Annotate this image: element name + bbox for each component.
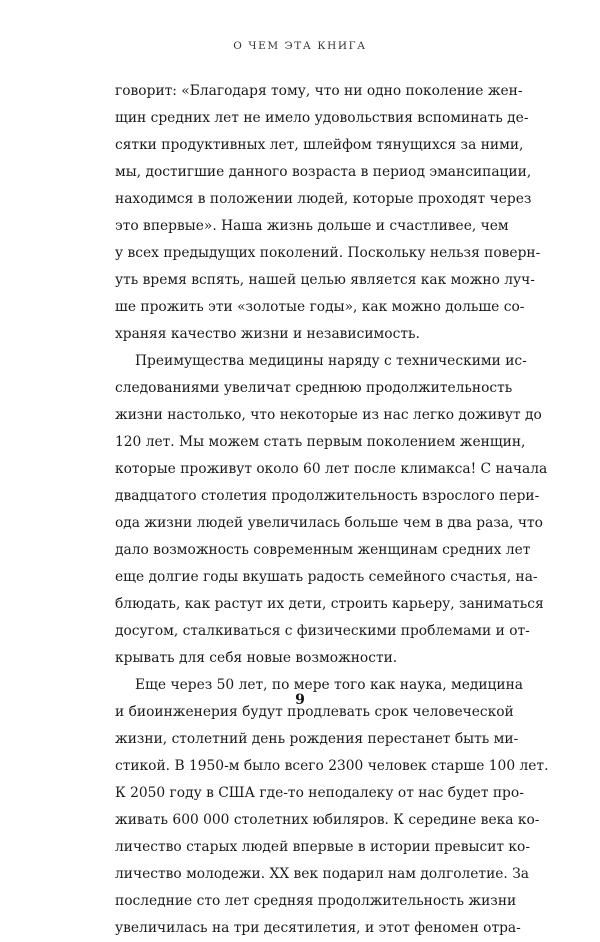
page-number: 9 — [295, 692, 305, 708]
text-line: мы, достигшие данного возраста в период эмансипации, — [115, 164, 532, 180]
text-line: увеличилась на три десятилетия, и этот феномен отра- — [115, 920, 521, 936]
body-text — [115, 78, 549, 942]
text-line: это впервые». Наша жизнь дольше и счастливее, чем — [115, 218, 509, 234]
text-line: личество молодежи. XX век подарил нам долголетие. За — [115, 866, 530, 882]
text-line: сятки продуктивных лет, шлейфом тянущихся за ними, — [115, 137, 524, 153]
text-line: живать 600 000 столетних юбиляров. К середине века ко- — [115, 812, 540, 828]
text-line: у всех предыдущих поколений. Поскольку нельзя поверн- — [115, 245, 541, 261]
text-line: двадцатого столетия продолжительность взрослого пери- — [115, 488, 540, 504]
text-line: ше прожить эти «золотые годы», как можно дольше со- — [115, 299, 525, 315]
text-line: и биоинженерия будут продлевать срок человеческой — [115, 704, 514, 720]
running-head: О ЧЕМ ЭТА КНИГА — [233, 40, 367, 52]
text-line: следованиями увеличат среднюю продолжительность — [115, 380, 513, 396]
text-line: находимся в положении людей, которые проходят через — [115, 191, 532, 207]
text-line: последние сто лет средняя продолжительность жизни — [115, 893, 517, 909]
text-line: 120 лет. Мы можем стать первым поколением женщин, — [115, 434, 526, 450]
text-line: уть время вспять, нашей целью является как можно луч- — [115, 272, 535, 288]
text-line: крывать для себя новые возможности. — [115, 650, 398, 666]
text-line: Еще через 50 лет, по мере того как наука, медицина — [135, 677, 524, 693]
text-line: еще долгие годы вкушать радость семейного счастья, на- — [115, 569, 538, 585]
text-line: жизни настолько, что некоторые из нас легко доживут до — [115, 407, 542, 423]
text-line: стикой. В 1950-м было всего 2300 человек старше 100 лет. — [115, 758, 549, 774]
text-line: дало возможность современным женщинам средних лет — [115, 542, 531, 558]
text-line: личество старых людей впервые в истории превысит ко- — [115, 839, 531, 855]
text-line: К 2050 году в США где-то неподалеку от нас будет про- — [115, 785, 524, 801]
text-line: Преимущества медицины наряду с техническими ис- — [135, 353, 527, 369]
text-line: которые проживут около 60 лет после климакса! С начала — [115, 461, 548, 477]
text-line: жизни, столетний день рождения перестанет быть ми- — [115, 731, 519, 747]
text-line: ода жизни людей увеличилась больше чем в два раза, что — [115, 515, 543, 531]
text-line: блюдать, как растут их дети, строить карьеру, заниматься — [115, 596, 544, 612]
text-line: щин средних лет не имело удовольствия вспоминать де- — [115, 110, 529, 126]
text-line: храняя качество жизни и независимость. — [115, 326, 420, 342]
text-line: говорит: «Благодаря тому, что ни одно поколение жен- — [115, 83, 523, 99]
text-line: досугом, сталкиваться с физическими проблемами и от- — [115, 623, 530, 639]
